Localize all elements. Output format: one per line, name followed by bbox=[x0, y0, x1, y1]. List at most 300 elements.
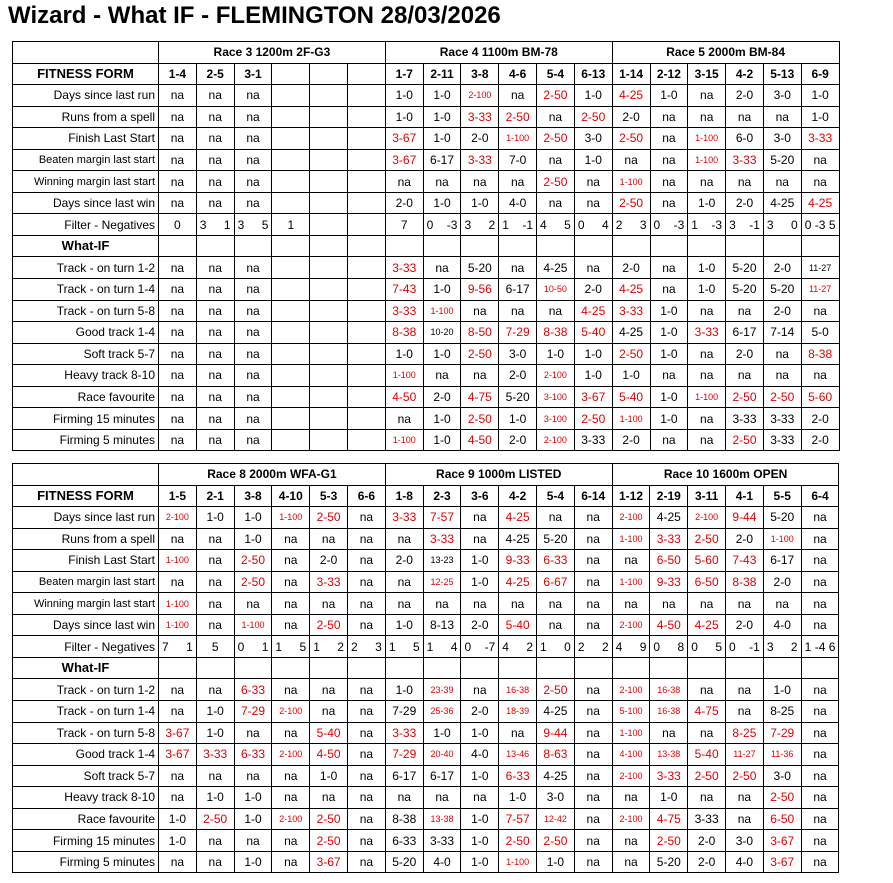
race-header: Race 3 1200m 2F-G3 bbox=[159, 42, 386, 64]
data-cell: 2-50 bbox=[612, 192, 650, 214]
data-cell: 2-0 bbox=[801, 408, 839, 430]
row-label: Race favourite bbox=[13, 386, 159, 408]
table-row bbox=[13, 257, 840, 279]
data-cell: 2-50 bbox=[726, 429, 764, 451]
row-label: Track - on turn 1-4 bbox=[13, 701, 159, 723]
data-cell bbox=[347, 149, 385, 171]
data-cell: 4-100 bbox=[612, 744, 650, 766]
data-cell: 1-0 bbox=[574, 343, 612, 365]
runner-number: 4-2 bbox=[726, 63, 764, 85]
data-cell: 4-0 bbox=[763, 614, 801, 636]
data-cell: 11-36 bbox=[763, 744, 801, 766]
data-cell: na bbox=[801, 593, 839, 615]
data-cell: 1-0 bbox=[461, 851, 499, 873]
data-cell: 1-100 bbox=[612, 528, 650, 550]
empty-cell bbox=[234, 235, 272, 257]
empty-cell bbox=[461, 235, 499, 257]
data-cell: 1-0 bbox=[196, 507, 234, 529]
data-cell: 2-50 bbox=[196, 808, 234, 830]
data-cell: 2-50 bbox=[234, 571, 272, 593]
data-cell: na bbox=[461, 507, 499, 529]
data-cell: na bbox=[272, 722, 310, 744]
empty-cell bbox=[310, 235, 348, 257]
data-cell: na bbox=[763, 593, 801, 615]
data-cell: na bbox=[272, 550, 310, 572]
data-cell: na bbox=[310, 593, 348, 615]
data-cell: na bbox=[650, 365, 688, 387]
data-cell: na bbox=[159, 528, 197, 550]
data-cell: na bbox=[196, 830, 234, 852]
data-cell: 2-0 bbox=[612, 106, 650, 128]
table-row bbox=[13, 429, 840, 451]
data-cell: 1-0 bbox=[234, 851, 272, 873]
data-cell: 9-44 bbox=[726, 507, 764, 529]
data-cell bbox=[347, 257, 385, 279]
data-cell: na bbox=[499, 85, 537, 107]
data-cell: 1-0 bbox=[461, 722, 499, 744]
data-cell: na bbox=[310, 679, 348, 701]
data-cell: na bbox=[763, 343, 801, 365]
data-cell bbox=[347, 365, 385, 387]
row-label: Track - on turn 5-8 bbox=[13, 722, 159, 744]
data-cell: na bbox=[196, 279, 234, 301]
data-cell: 11-27 bbox=[801, 279, 839, 301]
data-cell: na bbox=[310, 528, 348, 550]
data-cell: 10-20 bbox=[423, 322, 461, 344]
data-cell: na bbox=[159, 171, 197, 193]
data-cell: na bbox=[499, 593, 537, 615]
data-cell: 16-38 bbox=[650, 701, 688, 723]
data-cell: na bbox=[461, 365, 499, 387]
data-cell: 5-60 bbox=[801, 386, 839, 408]
data-cell: 23-39 bbox=[423, 679, 461, 701]
data-cell: 2-50 bbox=[537, 128, 575, 150]
table-row bbox=[13, 386, 840, 408]
empty-cell bbox=[499, 657, 537, 679]
race-header: Race 8 2000m WFA-G1 bbox=[159, 464, 386, 486]
data-cell: 8-38 bbox=[385, 322, 423, 344]
empty-cell bbox=[272, 657, 310, 679]
data-cell: 3-100 bbox=[537, 408, 575, 430]
data-cell: 4-50 bbox=[310, 744, 348, 766]
row-label: Days since last win bbox=[13, 614, 159, 636]
data-cell bbox=[310, 429, 348, 451]
data-cell: 1-0 bbox=[234, 507, 272, 529]
data-cell: 3-33 bbox=[196, 744, 234, 766]
runner-number bbox=[310, 63, 348, 85]
runner-number: 4-6 bbox=[499, 63, 537, 85]
data-cell: 7-29 bbox=[234, 701, 272, 723]
data-cell: 1-100 bbox=[688, 386, 726, 408]
data-cell: 2-100 bbox=[612, 507, 650, 529]
data-cell: 1 -1 bbox=[499, 214, 537, 236]
data-cell: na bbox=[688, 787, 726, 809]
data-cell: na bbox=[801, 679, 839, 701]
data-cell: 2-0 bbox=[763, 300, 801, 322]
data-cell: na bbox=[196, 851, 234, 873]
data-cell: 5-60 bbox=[688, 550, 726, 572]
data-cell: 1-0 bbox=[612, 365, 650, 387]
data-cell: na bbox=[159, 787, 197, 809]
data-cell: 10-50 bbox=[537, 279, 575, 301]
data-cell: na bbox=[234, 257, 272, 279]
data-cell: 20-40 bbox=[423, 744, 461, 766]
data-cell: 2-50 bbox=[574, 106, 612, 128]
data-cell: na bbox=[650, 257, 688, 279]
data-cell bbox=[347, 279, 385, 301]
data-cell: 2-50 bbox=[763, 787, 801, 809]
runner-number: 6-14 bbox=[574, 485, 612, 507]
data-cell: na bbox=[537, 149, 575, 171]
data-cell: 4-25 bbox=[612, 322, 650, 344]
data-cell: 2-100 bbox=[612, 765, 650, 787]
runner-number: 3-1 bbox=[234, 63, 272, 85]
data-cell: 3-33 bbox=[726, 149, 764, 171]
data-cell bbox=[272, 429, 310, 451]
data-cell: na bbox=[688, 679, 726, 701]
data-cell: 7-57 bbox=[423, 507, 461, 529]
data-cell: 1-0 bbox=[159, 808, 197, 830]
data-cell: na bbox=[574, 257, 612, 279]
row-label: Track - on turn 1-2 bbox=[13, 257, 159, 279]
data-cell: na bbox=[801, 550, 839, 572]
data-cell: 5-40 bbox=[612, 386, 650, 408]
row-label: Beaten margin last start bbox=[13, 571, 159, 593]
data-cell: 1-0 bbox=[461, 808, 499, 830]
data-cell: 6-33 bbox=[234, 679, 272, 701]
data-cell: 2-50 bbox=[726, 386, 764, 408]
data-cell: 2-50 bbox=[574, 408, 612, 430]
data-cell: 2-0 bbox=[763, 571, 801, 593]
data-cell: na bbox=[196, 408, 234, 430]
data-cell: na bbox=[726, 365, 764, 387]
data-cell: 1-0 bbox=[310, 765, 348, 787]
data-cell: na bbox=[159, 257, 197, 279]
table-row bbox=[13, 507, 839, 529]
data-cell: na bbox=[234, 593, 272, 615]
row-label: Filter - Negatives bbox=[13, 636, 159, 658]
data-cell: na bbox=[801, 149, 839, 171]
race-table-1 bbox=[12, 41, 840, 451]
empty-cell bbox=[574, 657, 612, 679]
row-label: Firming 5 minutes bbox=[13, 851, 159, 873]
data-cell: 7-57 bbox=[499, 808, 537, 830]
data-cell: na bbox=[726, 787, 764, 809]
data-cell: 5-20 bbox=[763, 507, 801, 529]
data-cell: 25-36 bbox=[423, 701, 461, 723]
data-cell: 2-0 bbox=[574, 279, 612, 301]
data-cell: 4-0 bbox=[423, 851, 461, 873]
data-cell: na bbox=[612, 787, 650, 809]
data-cell bbox=[310, 386, 348, 408]
data-cell: 4-75 bbox=[461, 386, 499, 408]
data-cell: 3-0 bbox=[574, 128, 612, 150]
empty-cell bbox=[234, 657, 272, 679]
data-cell: 1-0 bbox=[423, 408, 461, 430]
data-cell: 2-100 bbox=[537, 429, 575, 451]
data-cell bbox=[310, 128, 348, 150]
data-cell: na bbox=[159, 365, 197, 387]
data-cell: na bbox=[272, 679, 310, 701]
data-cell: na bbox=[801, 722, 839, 744]
data-cell: na bbox=[347, 507, 385, 529]
data-cell: 3-67 bbox=[385, 149, 423, 171]
runner-number: 5-5 bbox=[763, 485, 801, 507]
data-cell bbox=[347, 85, 385, 107]
data-cell: 3-33 bbox=[801, 128, 839, 150]
data-cell: 1-0 bbox=[234, 787, 272, 809]
data-cell: 3 2 bbox=[763, 636, 801, 658]
data-cell: 2-50 bbox=[310, 507, 348, 529]
data-cell: na bbox=[234, 365, 272, 387]
data-cell: 3-33 bbox=[310, 571, 348, 593]
runner-header-row bbox=[13, 63, 840, 85]
data-cell: 2-0 bbox=[461, 614, 499, 636]
data-cell: na bbox=[650, 279, 688, 301]
data-cell: 2-0 bbox=[385, 550, 423, 572]
data-cell: 4-25 bbox=[499, 507, 537, 529]
data-cell: na bbox=[423, 365, 461, 387]
data-cell: 6-67 bbox=[537, 571, 575, 593]
data-cell: na bbox=[688, 429, 726, 451]
data-cell: 1-100 bbox=[423, 300, 461, 322]
data-cell: 3-67 bbox=[159, 744, 197, 766]
data-cell: na bbox=[196, 679, 234, 701]
data-cell: 4-25 bbox=[574, 300, 612, 322]
data-cell: 1-100 bbox=[612, 408, 650, 430]
empty-cell bbox=[763, 235, 801, 257]
data-cell: na bbox=[537, 300, 575, 322]
data-cell: 0 -1 bbox=[726, 636, 764, 658]
data-cell: 7-29 bbox=[763, 722, 801, 744]
row-label: Finish Last Start bbox=[13, 550, 159, 572]
data-cell: 1-0 bbox=[423, 429, 461, 451]
row-label: Track - on turn 1-4 bbox=[13, 279, 159, 301]
runner-number: 6-9 bbox=[801, 63, 839, 85]
data-cell: 2-50 bbox=[763, 386, 801, 408]
data-cell: na bbox=[234, 343, 272, 365]
table-row bbox=[13, 408, 840, 430]
runner-number: 4-2 bbox=[499, 485, 537, 507]
table-row bbox=[13, 593, 839, 615]
data-cell: na bbox=[234, 128, 272, 150]
data-cell: 2-50 bbox=[310, 614, 348, 636]
data-cell bbox=[347, 408, 385, 430]
data-cell: na bbox=[234, 830, 272, 852]
data-cell: 6-0 bbox=[726, 128, 764, 150]
empty-cell bbox=[537, 657, 575, 679]
data-cell bbox=[272, 257, 310, 279]
data-cell: 3-33 bbox=[574, 429, 612, 451]
data-cell bbox=[310, 257, 348, 279]
data-cell: 2 3 bbox=[612, 214, 650, 236]
data-cell: na bbox=[310, 701, 348, 723]
data-cell: 1 4 bbox=[423, 636, 461, 658]
table-row bbox=[13, 322, 840, 344]
data-cell: na bbox=[272, 830, 310, 852]
table-row bbox=[13, 214, 840, 236]
data-cell: na bbox=[499, 722, 537, 744]
data-cell: 3-67 bbox=[574, 386, 612, 408]
data-cell: 1-0 bbox=[461, 550, 499, 572]
data-cell bbox=[310, 408, 348, 430]
data-cell: 2-50 bbox=[612, 128, 650, 150]
data-cell: 8-38 bbox=[385, 808, 423, 830]
data-cell: 13-38 bbox=[423, 808, 461, 830]
data-cell: na bbox=[196, 106, 234, 128]
data-cell: 9-56 bbox=[461, 279, 499, 301]
row-label: Soft track 5-7 bbox=[13, 343, 159, 365]
runner-number: 4-10 bbox=[272, 485, 310, 507]
data-cell: 3-33 bbox=[612, 300, 650, 322]
data-cell: na bbox=[159, 128, 197, 150]
data-cell: na bbox=[499, 300, 537, 322]
empty-cell bbox=[726, 235, 764, 257]
data-cell: na bbox=[234, 279, 272, 301]
data-cell: 2-0 bbox=[726, 614, 764, 636]
empty-cell bbox=[612, 657, 650, 679]
data-cell: 12-25 bbox=[423, 571, 461, 593]
data-cell: na bbox=[688, 343, 726, 365]
data-cell: 1-100 bbox=[499, 851, 537, 873]
race-header: Race 4 1100m BM-78 bbox=[385, 42, 612, 64]
table-row bbox=[13, 808, 839, 830]
data-cell: 2-0 bbox=[763, 257, 801, 279]
data-cell: 1-100 bbox=[499, 128, 537, 150]
data-cell: 3-33 bbox=[385, 257, 423, 279]
data-cell: na bbox=[385, 528, 423, 550]
data-cell: 2-0 bbox=[310, 550, 348, 572]
data-cell: 0 bbox=[159, 214, 197, 236]
data-cell: 5-0 bbox=[801, 322, 839, 344]
data-cell: 2-0 bbox=[423, 386, 461, 408]
data-cell bbox=[272, 300, 310, 322]
data-cell: 2-50 bbox=[537, 830, 575, 852]
data-cell: 1-0 bbox=[423, 85, 461, 107]
data-cell: 4-25 bbox=[763, 192, 801, 214]
data-cell: na bbox=[574, 722, 612, 744]
data-cell: 6-17 bbox=[499, 279, 537, 301]
data-cell: 1-0 bbox=[385, 85, 423, 107]
data-cell: 2-0 bbox=[461, 701, 499, 723]
runner-number: 5-4 bbox=[537, 63, 575, 85]
data-cell: na bbox=[272, 528, 310, 550]
data-cell: na bbox=[196, 149, 234, 171]
data-cell bbox=[347, 429, 385, 451]
data-cell: na bbox=[347, 722, 385, 744]
data-cell: 1 5 bbox=[272, 636, 310, 658]
data-cell: na bbox=[385, 571, 423, 593]
runner-number: 1-14 bbox=[612, 63, 650, 85]
data-cell bbox=[310, 365, 348, 387]
data-cell: 6-17 bbox=[385, 765, 423, 787]
row-label: Days since last win bbox=[13, 192, 159, 214]
row-label: Heavy track 8-10 bbox=[13, 365, 159, 387]
data-cell: 3-67 bbox=[385, 128, 423, 150]
empty-cell bbox=[650, 657, 688, 679]
data-cell: na bbox=[196, 614, 234, 636]
data-cell bbox=[272, 192, 310, 214]
section-label-whatif: What-IF bbox=[13, 235, 159, 257]
table-row bbox=[13, 106, 840, 128]
data-cell bbox=[310, 343, 348, 365]
data-cell: na bbox=[763, 171, 801, 193]
data-cell: 4-25 bbox=[537, 701, 575, 723]
runner-number: 3-8 bbox=[234, 485, 272, 507]
data-cell: na bbox=[801, 701, 839, 723]
data-cell: 3 1 bbox=[196, 214, 234, 236]
data-cell: 1-0 bbox=[650, 322, 688, 344]
runner-number: 2-5 bbox=[196, 63, 234, 85]
data-cell: na bbox=[801, 528, 839, 550]
data-cell: na bbox=[347, 593, 385, 615]
data-cell: na bbox=[612, 851, 650, 873]
data-cell: na bbox=[347, 744, 385, 766]
data-cell: 7-43 bbox=[385, 279, 423, 301]
data-cell: 1 2 bbox=[310, 636, 348, 658]
empty-cell bbox=[347, 235, 385, 257]
data-cell bbox=[272, 322, 310, 344]
row-label: Firming 5 minutes bbox=[13, 429, 159, 451]
data-cell: na bbox=[801, 171, 839, 193]
table-row bbox=[13, 830, 839, 852]
data-cell: na bbox=[461, 593, 499, 615]
data-cell bbox=[347, 106, 385, 128]
data-cell: 3-33 bbox=[385, 507, 423, 529]
data-cell: 1-0 bbox=[801, 106, 839, 128]
data-cell: 2-50 bbox=[650, 830, 688, 852]
data-cell: 3-33 bbox=[650, 765, 688, 787]
data-cell: 5-20 bbox=[650, 851, 688, 873]
data-cell: 1-0 bbox=[234, 808, 272, 830]
data-cell: 2-0 bbox=[726, 528, 764, 550]
data-cell: na bbox=[385, 787, 423, 809]
data-cell: na bbox=[537, 507, 575, 529]
empty-cell bbox=[272, 235, 310, 257]
data-cell: 3-0 bbox=[763, 128, 801, 150]
data-cell: na bbox=[612, 550, 650, 572]
empty-cell bbox=[423, 235, 461, 257]
data-cell: na bbox=[726, 808, 764, 830]
empty-cell bbox=[612, 235, 650, 257]
data-cell: 2-100 bbox=[688, 507, 726, 529]
data-cell: na bbox=[726, 593, 764, 615]
data-cell bbox=[272, 365, 310, 387]
data-cell: 2-0 bbox=[726, 343, 764, 365]
data-cell: 3-33 bbox=[385, 300, 423, 322]
data-cell bbox=[272, 106, 310, 128]
row-label: Finish Last Start bbox=[13, 128, 159, 150]
data-cell: 2-100 bbox=[612, 679, 650, 701]
data-cell: 2-0 bbox=[499, 365, 537, 387]
runner-number: 5-13 bbox=[763, 63, 801, 85]
section-label-fitness: FITNESS FORM bbox=[13, 485, 159, 507]
data-cell: 3 0 bbox=[763, 214, 801, 236]
data-cell: 1-0 bbox=[385, 679, 423, 701]
data-cell: na bbox=[423, 787, 461, 809]
data-cell: na bbox=[159, 322, 197, 344]
data-cell: na bbox=[801, 787, 839, 809]
data-cell: 1-0 bbox=[385, 106, 423, 128]
data-cell: 1-0 bbox=[196, 722, 234, 744]
data-cell: 1 -3 bbox=[688, 214, 726, 236]
corner-cell bbox=[13, 464, 159, 486]
data-cell: 3-100 bbox=[537, 386, 575, 408]
data-cell: na bbox=[801, 571, 839, 593]
data-cell: na bbox=[234, 429, 272, 451]
table-row bbox=[13, 636, 839, 658]
data-cell: 7-0 bbox=[499, 149, 537, 171]
